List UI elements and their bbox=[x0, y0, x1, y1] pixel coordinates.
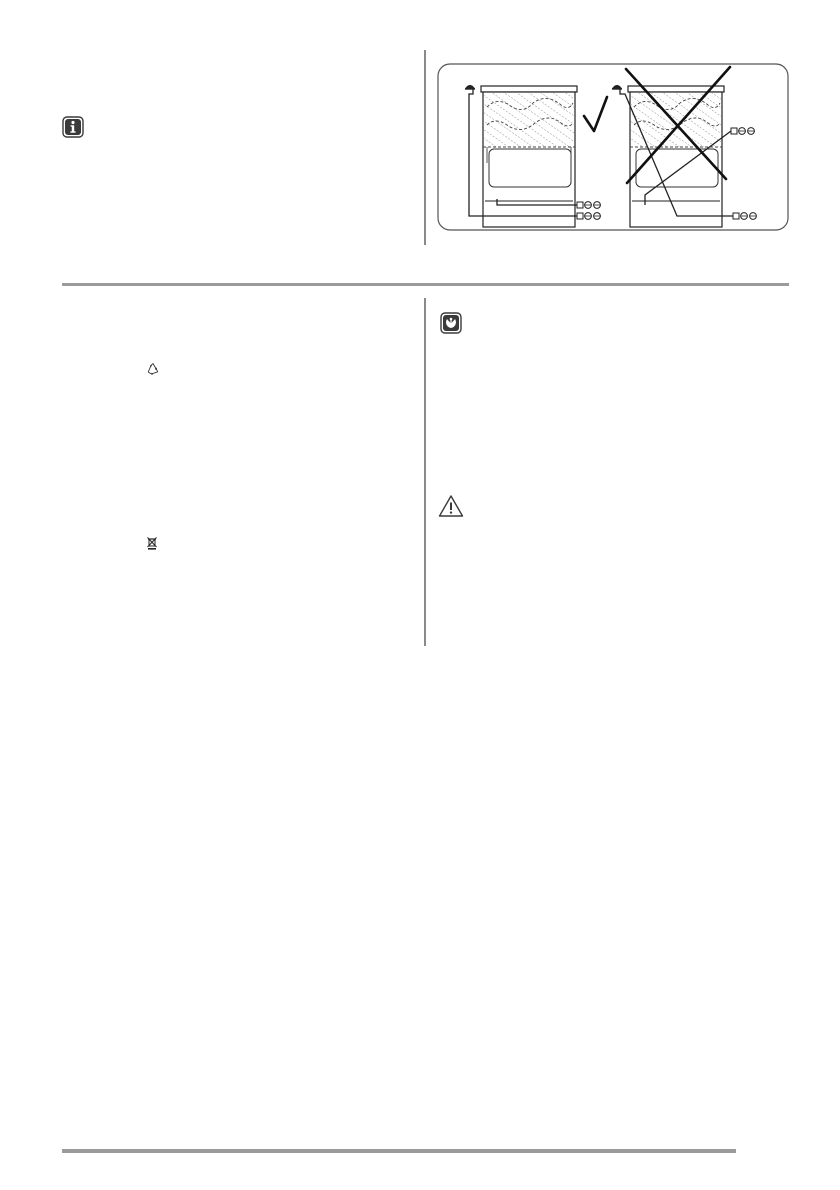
environment-icon bbox=[440, 312, 462, 334]
recycle-symbol-icon bbox=[146, 362, 160, 376]
crossed-out-bin-icon bbox=[146, 536, 158, 550]
warning-icon bbox=[438, 494, 464, 518]
info-icon bbox=[62, 116, 84, 138]
column-divider-bottom bbox=[424, 298, 426, 646]
footer-rule bbox=[62, 1149, 736, 1153]
installation-illustration bbox=[437, 63, 789, 231]
column-divider-top bbox=[424, 50, 426, 245]
section-separator bbox=[62, 283, 789, 286]
